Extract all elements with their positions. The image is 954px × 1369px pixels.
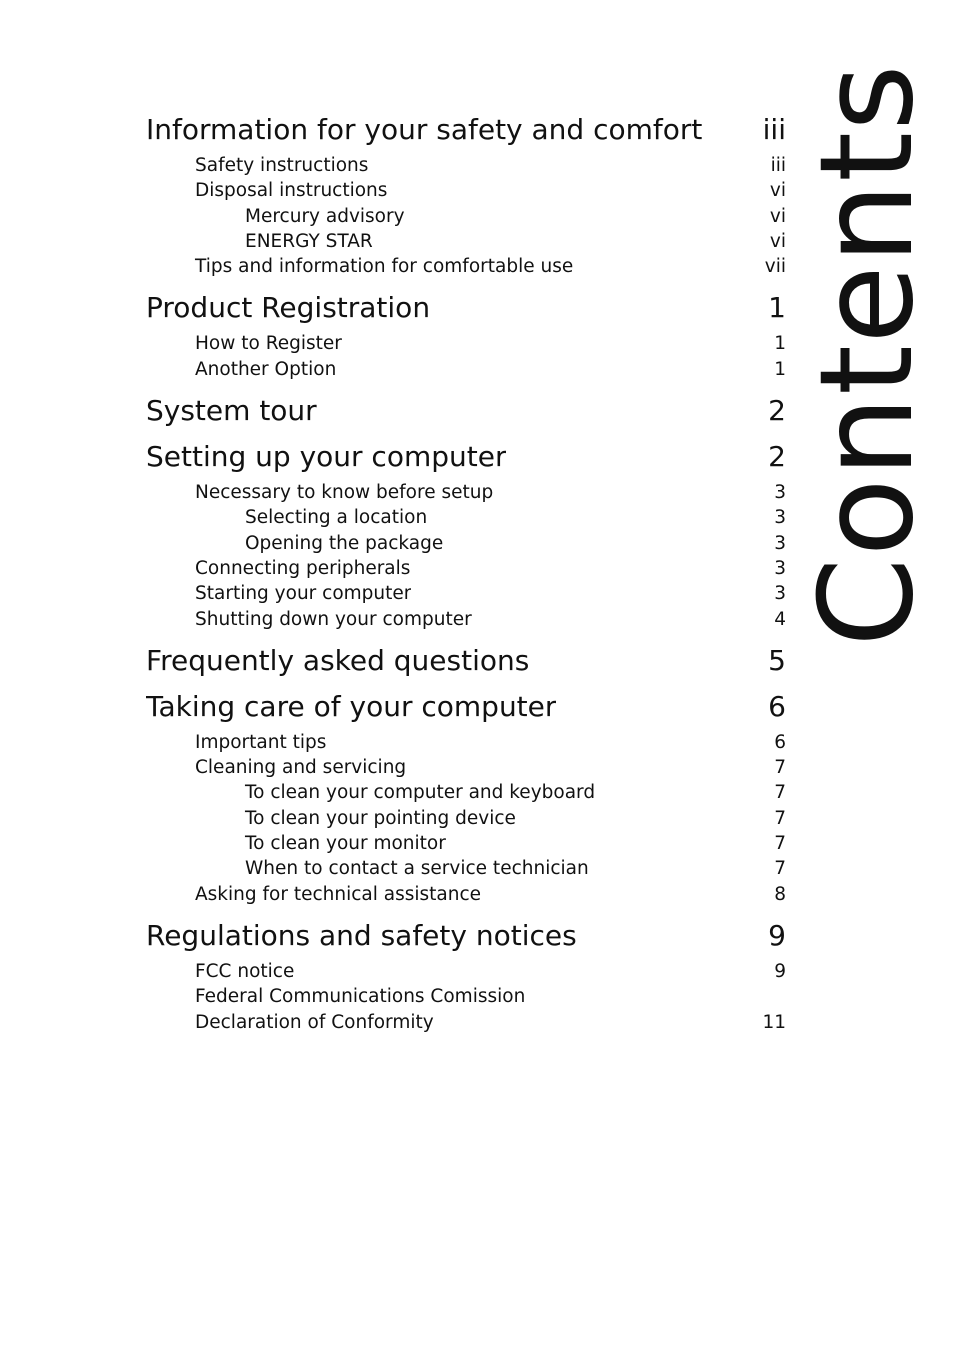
- toc-subsection-entry[interactable]: [146, 229, 786, 254]
- toc-entry-label: Taking care of your computer: [146, 689, 557, 723]
- toc-chapter-entry[interactable]: [146, 690, 786, 724]
- toc-page-number: 2: [768, 440, 786, 474]
- toc-page-number: 1: [774, 358, 786, 380]
- toc-entry-label: Selecting a location: [245, 507, 428, 529]
- toc-page-number: 3: [774, 507, 786, 529]
- toc-page-number: 1: [774, 333, 786, 355]
- toc-section-entry[interactable]: [146, 1010, 786, 1035]
- toc-entry-label: Opening the package: [245, 532, 444, 554]
- toc-subsection-entry[interactable]: [146, 856, 786, 881]
- toc-entry-label: Starting your computer: [195, 583, 412, 605]
- toc-page-number: 1: [768, 291, 786, 325]
- toc-entry-label: When to contact a service technician: [245, 858, 589, 880]
- toc-subsection-entry[interactable]: [146, 204, 786, 229]
- toc-entry-label: Connecting peripherals: [195, 557, 411, 579]
- toc-page-number: 7: [774, 807, 786, 829]
- toc-entry-label: Information for your safety and comfort: [146, 113, 703, 146]
- toc-subsection-entry[interactable]: [146, 806, 786, 831]
- toc-entry-label: Product Registration: [146, 291, 431, 325]
- toc-entry-label: Federal Communications Comission: [195, 986, 526, 1008]
- toc-entry-label: FCC notice: [195, 960, 295, 982]
- toc-entry-label: Important tips: [195, 731, 327, 753]
- toc-page-number: 3: [774, 482, 786, 504]
- toc-entry-label: System tour: [146, 394, 317, 428]
- table-of-contents: [146, 113, 786, 1035]
- toc-page-number: 4: [774, 608, 786, 630]
- toc-subsection-entry[interactable]: [146, 831, 786, 856]
- toc-entry-label: Safety instructions: [195, 155, 369, 176]
- toc-chapter-entry[interactable]: [146, 291, 786, 325]
- toc-entry-label: Disposal instructions: [195, 180, 388, 202]
- toc-section-entry[interactable]: [146, 581, 786, 606]
- toc-entry-label: To clean your monitor: [245, 833, 446, 855]
- toc-section-entry[interactable]: [146, 178, 786, 203]
- toc-subsection-entry[interactable]: [146, 505, 786, 530]
- toc-entry-label: To clean your computer and keyboard: [245, 782, 596, 804]
- page-title: Contents: [793, 63, 942, 647]
- toc-page-number: 3: [774, 583, 786, 605]
- toc-page-number: 9: [768, 918, 786, 952]
- toc-page-number: 6: [768, 689, 786, 723]
- toc-chapter-entry[interactable]: [146, 919, 786, 953]
- toc-page-number: vi: [769, 180, 786, 202]
- toc-page-number: 8: [774, 883, 786, 905]
- toc-entry-label: Asking for technical assistance: [195, 883, 482, 905]
- toc-page-number: vi: [769, 230, 786, 252]
- toc-page-number: 6: [774, 731, 786, 753]
- toc-section-entry[interactable]: [146, 331, 786, 356]
- toc-section-entry[interactable]: [146, 556, 786, 581]
- toc-chapter-entry[interactable]: [146, 394, 786, 428]
- toc-section-entry[interactable]: [146, 959, 786, 984]
- toc-page-number: 7: [774, 757, 786, 779]
- toc-section-entry[interactable]: [146, 153, 786, 178]
- toc-section-entry[interactable]: [146, 480, 786, 505]
- toc-entry-label: Frequently asked questions: [146, 643, 530, 677]
- toc-entry-label: Shutting down your computer: [195, 608, 472, 630]
- toc-entry-label: Necessary to know before setup: [195, 482, 494, 504]
- toc-chapter-entry[interactable]: [146, 113, 786, 147]
- toc-page-number: 2: [768, 394, 786, 428]
- toc-entry-label: ENERGY STAR: [245, 230, 373, 252]
- toc-subsection-entry[interactable]: [146, 531, 786, 556]
- toc-section-entry[interactable]: [146, 882, 786, 907]
- toc-section-entry[interactable]: [146, 357, 786, 382]
- toc-page-number: 7: [774, 858, 786, 880]
- toc-page-number: 7: [774, 833, 786, 855]
- toc-page-number: 5: [768, 643, 786, 677]
- toc-chapter-entry[interactable]: [146, 440, 786, 474]
- toc-section-entry[interactable]: [146, 755, 786, 780]
- toc-subsection-entry[interactable]: [146, 780, 786, 805]
- toc-entry-label: How to Register: [195, 333, 342, 355]
- toc-page-number: 3: [774, 557, 786, 579]
- toc-entry-label: Setting up your computer: [146, 440, 507, 474]
- toc-entry-label: To clean your pointing device: [245, 807, 516, 829]
- toc-entry-label: Declaration of Conformity: [195, 1011, 434, 1033]
- toc-page-number: iii: [762, 113, 786, 146]
- toc-section-entry[interactable]: [146, 730, 786, 755]
- toc-entry-label: Mercury advisory: [245, 205, 405, 227]
- toc-section-entry[interactable]: [146, 984, 786, 1009]
- toc-section-entry[interactable]: [146, 607, 786, 632]
- toc-page-number: vii: [764, 256, 786, 278]
- toc-page-number: iii: [770, 155, 786, 176]
- toc-page-number: 11: [762, 1011, 786, 1033]
- toc-page-number: 3: [774, 532, 786, 554]
- toc-entry-label: Cleaning and servicing: [195, 757, 407, 779]
- toc-chapter-entry[interactable]: [146, 644, 786, 678]
- toc-entry-label: Tips and information for comfortable use: [195, 256, 574, 278]
- toc-page-number: 7: [774, 782, 786, 804]
- toc-entry-label: Another Option: [195, 358, 337, 380]
- toc-entry-label: Regulations and safety notices: [146, 918, 577, 952]
- toc-section-entry[interactable]: [146, 254, 786, 279]
- toc-page-number: vi: [769, 205, 786, 227]
- toc-page-number: 9: [774, 960, 786, 982]
